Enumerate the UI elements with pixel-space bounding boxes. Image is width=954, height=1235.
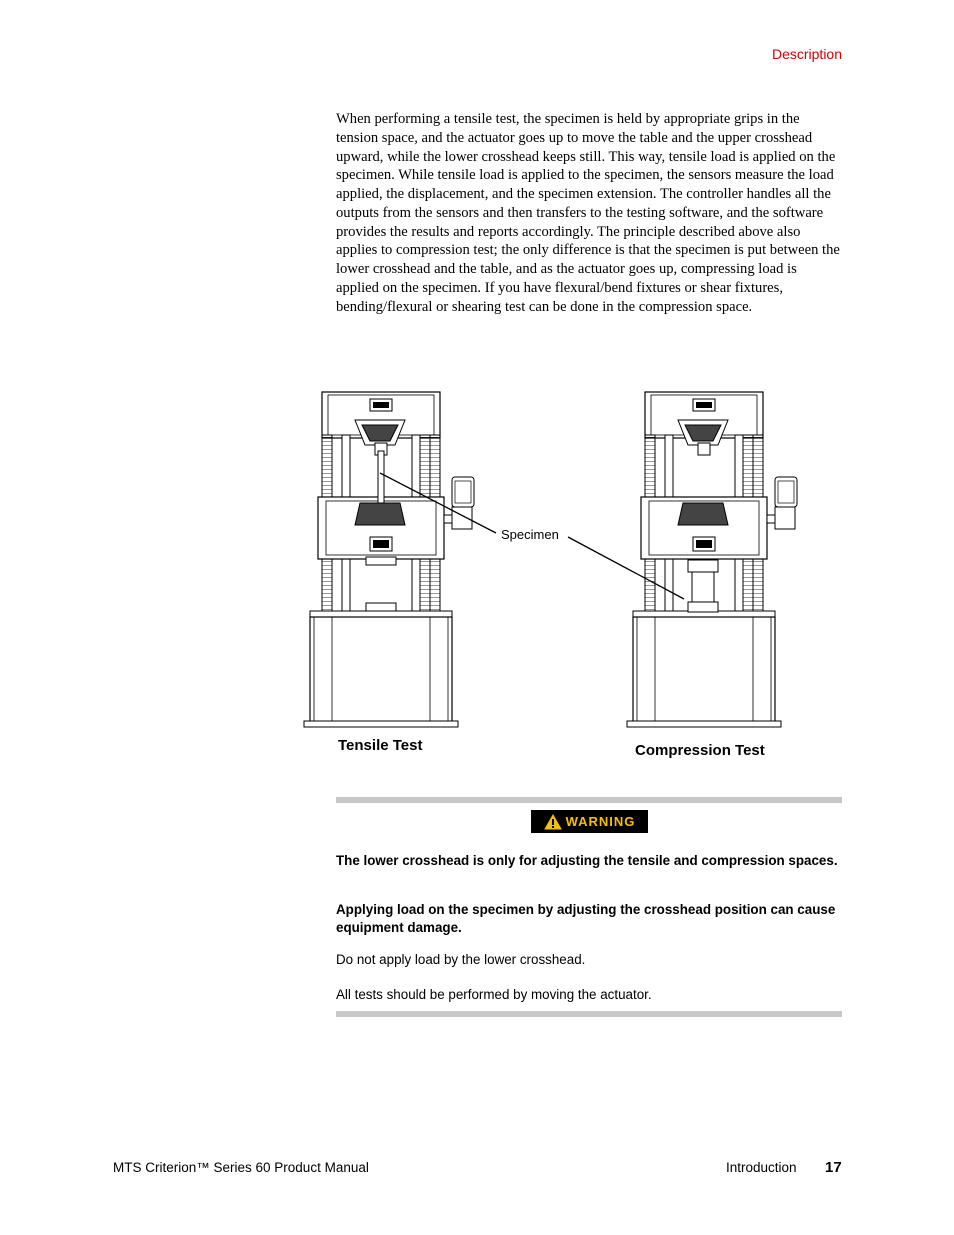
compression-frame-illustration (627, 392, 797, 727)
warning-triangle-icon (544, 814, 562, 830)
caption-tensile-test: Tensile Test (338, 737, 423, 754)
body-paragraph: When performing a tensile test, the specimen is held by appropriate grips in the tension space, and the actuator goes up to move the table and the upper crosshead upward, while the lower crosshead keeps still. This way, tensile load is applied on the specimen. While tensile load is applied to the specimen, the sensors measure the load applied, the displacement, and the specimen extension. The controller handles all the outputs from the sensors and then transfers to the testing software, and the software provides the results and reports accordingly. The principle described above also applies to compression test; the only difference is that the specimen is put between the lower crosshead and the table, and as the actuator goes up, compressing load is applied on the specimen. If you have flexural/bend fixtures or shear fixtures, bending/flexural or shearing test can be done in the compression space. (336, 111, 840, 315)
caption-compression-test: Compression Test (635, 742, 765, 759)
warning-instruction-2: All tests should be performed by moving the actuator. (336, 987, 652, 1002)
running-header-section: Description (771, 46, 842, 62)
footer-manual-title: MTS Criterion™ Series 60 Product Manual (113, 1160, 369, 1175)
warning-instruction-1: Do not apply load by the lower crosshead. (336, 952, 586, 967)
load-frame-figure (300, 385, 820, 785)
footer-page-number: 17 (825, 1159, 842, 1176)
footer-chapter: Introduction (726, 1160, 797, 1175)
warning-label: WARNING (565, 814, 636, 829)
warning-top-rule (336, 797, 842, 803)
tensile-frame-illustration (304, 392, 474, 727)
specimen-callout: Specimen (501, 527, 559, 542)
warning-statement-1: The lower crosshead is only for adjusting the tensile and compression spaces. (336, 853, 838, 868)
warning-badge (531, 810, 648, 833)
warning-bottom-rule (336, 1011, 842, 1017)
warning-statement-2: Applying load on the specimen by adjusting the crosshead position can cause equipment damage. (336, 902, 836, 935)
